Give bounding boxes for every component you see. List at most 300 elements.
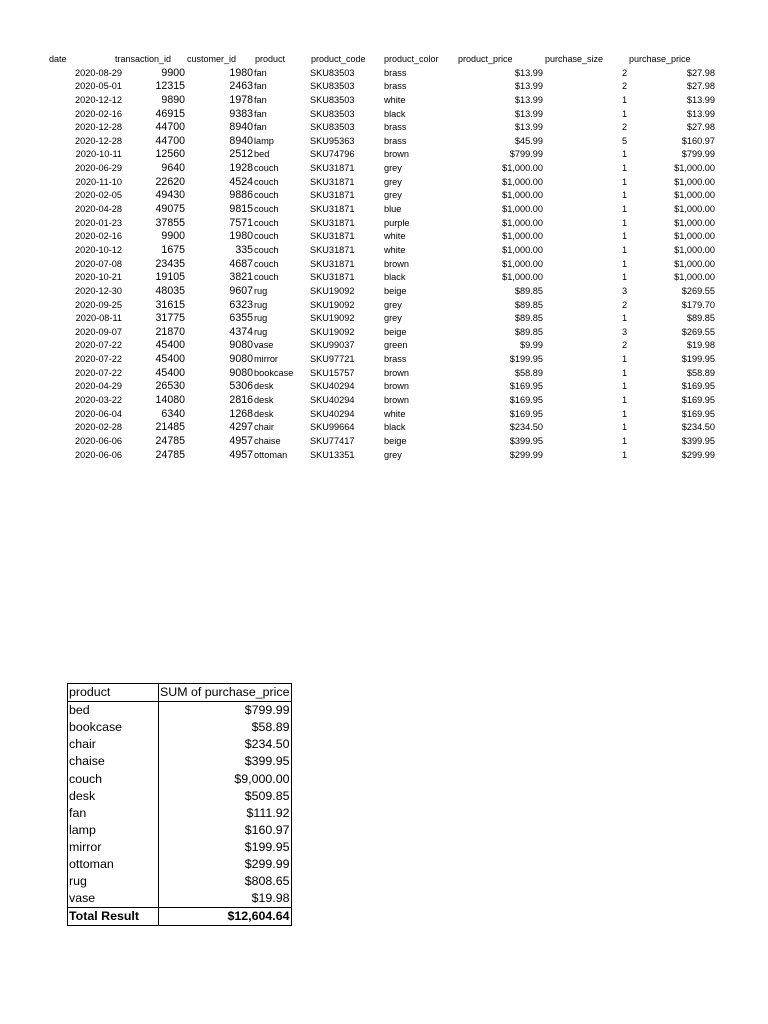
cell-product-code[interactable]: SKU40294 [310, 395, 355, 406]
cell-product-code[interactable]: SKU19092 [310, 299, 355, 310]
cell-purchase-price[interactable]: $179.70 [681, 299, 715, 310]
cell-product-color[interactable]: brown [384, 381, 410, 392]
cell-product-color[interactable]: grey [384, 299, 402, 310]
cell-product-code[interactable]: SKU19092 [310, 313, 355, 324]
cell-product[interactable]: couch [254, 176, 279, 187]
cell-purchase-price[interactable]: $19.98 [686, 340, 715, 351]
cell-product-color[interactable]: white [384, 244, 406, 255]
cell-transaction-id[interactable]: 24785 [155, 434, 185, 447]
cell-customer-id[interactable]: 9886 [229, 189, 253, 202]
cell-product-price[interactable]: $199.95 [509, 354, 543, 365]
cell-product[interactable]: desk [254, 381, 274, 392]
cell-product-code[interactable]: SKU31871 [310, 163, 355, 174]
cell-product-color[interactable]: brown [384, 395, 410, 406]
pivot-row-value[interactable]: $399.95 [159, 753, 292, 770]
cell-date[interactable]: 2020-04-28 [75, 204, 122, 215]
cell-product-code[interactable]: SKU15757 [310, 367, 355, 378]
cell-product[interactable]: chair [254, 422, 274, 433]
cell-purchase-price[interactable]: $1,000.00 [674, 244, 715, 255]
cell-customer-id[interactable]: 2463 [229, 80, 253, 93]
cell-transaction-id[interactable]: 45400 [155, 339, 185, 352]
cell-date[interactable]: 2020-12-28 [75, 122, 122, 133]
cell-product[interactable]: fan [254, 108, 267, 119]
cell-transaction-id[interactable]: 24785 [155, 448, 185, 461]
cell-date[interactable]: 2020-05-01 [75, 81, 122, 92]
column-header-transaction-id[interactable]: transaction_id [115, 54, 172, 64]
cell-purchase-size[interactable]: 1 [622, 149, 628, 160]
cell-customer-id[interactable]: 1980 [229, 230, 253, 243]
cell-purchase-size[interactable]: 1 [622, 176, 628, 187]
cell-product-code[interactable]: SKU83503 [310, 122, 355, 133]
cell-transaction-id[interactable]: 21485 [155, 421, 185, 434]
cell-customer-id[interactable]: 2512 [229, 148, 253, 161]
pivot-row-label[interactable]: bookcase [68, 719, 159, 736]
cell-date[interactable]: 2020-10-12 [75, 244, 122, 255]
cell-product-price[interactable]: $1,000.00 [502, 190, 543, 201]
cell-purchase-size[interactable]: 1 [622, 449, 628, 460]
cell-product-color[interactable]: grey [384, 176, 402, 187]
column-header-product-color[interactable]: product_color [384, 54, 439, 64]
cell-product-code[interactable]: SKU40294 [310, 381, 355, 392]
cell-product-price[interactable]: $234.50 [509, 422, 543, 433]
cell-product-code[interactable]: SKU31871 [310, 217, 355, 228]
pivot-row-label[interactable]: fan [68, 805, 159, 822]
cell-product-color[interactable]: grey [384, 190, 402, 201]
cell-purchase-price[interactable]: $169.95 [681, 395, 715, 406]
cell-purchase-size[interactable]: 1 [622, 408, 628, 419]
cell-product[interactable]: couch [254, 190, 279, 201]
cell-product[interactable]: rug [254, 313, 268, 324]
cell-product-color[interactable]: beige [384, 285, 407, 296]
cell-transaction-id[interactable]: 23435 [155, 257, 185, 270]
cell-date[interactable]: 2020-07-22 [75, 354, 122, 365]
cell-date[interactable]: 2020-01-23 [75, 217, 122, 228]
cell-customer-id[interactable]: 1928 [229, 162, 253, 175]
cell-date[interactable]: 2020-02-16 [75, 108, 122, 119]
cell-product-code[interactable]: SKU95363 [310, 135, 355, 146]
cell-product-price[interactable]: $1,000.00 [502, 258, 543, 269]
cell-product-color[interactable]: brass [384, 67, 407, 78]
pivot-row-value[interactable]: $19.98 [159, 890, 292, 908]
cell-transaction-id[interactable]: 46915 [155, 107, 185, 120]
cell-purchase-price[interactable]: $1,000.00 [674, 217, 715, 228]
column-header-product[interactable]: product [255, 54, 286, 64]
cell-transaction-id[interactable]: 6340 [161, 407, 185, 420]
cell-date[interactable]: 2020-02-28 [75, 422, 122, 433]
pivot-row-label[interactable]: ottoman [68, 856, 159, 873]
cell-purchase-price[interactable]: $169.95 [681, 381, 715, 392]
cell-product-price[interactable]: $169.95 [509, 381, 543, 392]
cell-customer-id[interactable]: 9815 [229, 203, 253, 216]
cell-transaction-id[interactable]: 9900 [161, 66, 185, 79]
cell-purchase-size[interactable]: 2 [622, 67, 628, 78]
cell-date[interactable]: 2020-07-22 [75, 340, 122, 351]
pivot-row-value[interactable]: $808.65 [159, 873, 292, 890]
cell-date[interactable]: 2020-12-12 [75, 94, 122, 105]
cell-customer-id[interactable]: 8940 [229, 121, 253, 134]
cell-purchase-size[interactable]: 1 [622, 313, 628, 324]
cell-transaction-id[interactable]: 26530 [155, 380, 185, 393]
pivot-row-value[interactable]: $160.97 [159, 822, 292, 839]
cell-product[interactable]: couch [254, 258, 279, 269]
pivot-row-label[interactable]: chair [68, 736, 159, 753]
pivot-row-value[interactable]: $58.89 [159, 719, 292, 736]
cell-purchase-size[interactable]: 3 [622, 285, 628, 296]
cell-purchase-price[interactable]: $269.55 [681, 285, 715, 296]
cell-product-code[interactable]: SKU74796 [310, 149, 355, 160]
cell-transaction-id[interactable]: 12315 [155, 80, 185, 93]
cell-purchase-price[interactable]: $1,000.00 [674, 204, 715, 215]
cell-purchase-price[interactable]: $199.95 [681, 354, 715, 365]
cell-purchase-price[interactable]: $1,000.00 [674, 190, 715, 201]
cell-product-code[interactable]: SKU40294 [310, 408, 355, 419]
cell-purchase-price[interactable]: $1,000.00 [674, 258, 715, 269]
cell-transaction-id[interactable]: 44700 [155, 134, 185, 147]
cell-product-color[interactable]: white [384, 408, 406, 419]
cell-product-code[interactable]: SKU83503 [310, 81, 355, 92]
cell-product-color[interactable]: brown [384, 367, 410, 378]
cell-date[interactable]: 2020-10-11 [75, 149, 122, 160]
cell-customer-id[interactable]: 4524 [229, 175, 253, 188]
cell-purchase-size[interactable]: 1 [622, 231, 628, 242]
cell-product[interactable]: couch [254, 204, 279, 215]
cell-purchase-price[interactable]: $13.99 [686, 108, 715, 119]
pivot-row-value[interactable]: $234.50 [159, 736, 292, 753]
cell-product-price[interactable]: $299.99 [509, 449, 543, 460]
pivot-row-value[interactable]: $111.92 [159, 805, 292, 822]
cell-purchase-price[interactable]: $234.50 [681, 422, 715, 433]
cell-product-price[interactable]: $1,000.00 [502, 176, 543, 187]
cell-product-price[interactable]: $1,000.00 [502, 244, 543, 255]
cell-date[interactable]: 2020-09-07 [75, 326, 122, 337]
cell-product-color[interactable]: brass [384, 354, 407, 365]
cell-product-code[interactable]: SKU31871 [310, 272, 355, 283]
cell-product-price[interactable]: $1,000.00 [502, 231, 543, 242]
cell-date[interactable]: 2020-08-29 [75, 67, 122, 78]
column-header-purchase-size[interactable]: purchase_size [545, 54, 604, 64]
cell-customer-id[interactable]: 7571 [229, 216, 253, 229]
cell-product-code[interactable]: SKU83503 [310, 94, 355, 105]
cell-product-color[interactable]: black [384, 272, 406, 283]
cell-product-code[interactable]: SKU31871 [310, 258, 355, 269]
cell-product-price[interactable]: $169.95 [509, 395, 543, 406]
cell-purchase-size[interactable]: 1 [622, 190, 628, 201]
cell-product-color[interactable]: black [384, 108, 406, 119]
pivot-row-label[interactable]: chaise [68, 753, 159, 770]
cell-product-color[interactable]: blue [384, 204, 402, 215]
cell-product[interactable]: fan [254, 67, 267, 78]
table-row [0, 244, 768, 258]
cell-customer-id[interactable]: 1268 [229, 407, 253, 420]
cell-purchase-size[interactable]: 1 [622, 367, 628, 378]
cell-customer-id[interactable]: 2816 [229, 394, 253, 407]
cell-product[interactable]: couch [254, 272, 279, 283]
cell-date[interactable]: 2020-08-11 [75, 313, 122, 324]
cell-product-code[interactable]: SKU31871 [310, 244, 355, 255]
cell-purchase-size[interactable]: 2 [622, 122, 628, 133]
cell-customer-id[interactable]: 6323 [229, 298, 253, 311]
cell-product-price[interactable]: $13.99 [514, 94, 543, 105]
cell-date[interactable]: 2020-02-16 [75, 231, 122, 242]
cell-customer-id[interactable]: 4297 [229, 421, 253, 434]
cell-purchase-price[interactable]: $1,000.00 [674, 176, 715, 187]
cell-product-color[interactable]: green [384, 340, 408, 351]
cell-purchase-price[interactable]: $13.99 [686, 94, 715, 105]
column-header-product-code[interactable]: product_code [311, 54, 366, 64]
cell-product[interactable]: ottoman [254, 449, 288, 460]
cell-product-price[interactable]: $1,000.00 [502, 272, 543, 283]
cell-date[interactable]: 2020-06-06 [75, 435, 122, 446]
cell-customer-id[interactable]: 4957 [229, 434, 253, 447]
cell-product[interactable]: fan [254, 94, 267, 105]
pivot-total-row-value[interactable]: $12,604.64 [159, 908, 292, 926]
cell-product-code[interactable]: SKU19092 [310, 285, 355, 296]
cell-product[interactable]: fan [254, 122, 267, 133]
pivot-total-row-label[interactable]: Total Result [68, 908, 159, 926]
cell-date[interactable]: 2020-12-30 [75, 285, 122, 296]
cell-product-price[interactable]: $13.99 [514, 122, 543, 133]
pivot-row-label[interactable]: vase [68, 890, 159, 908]
cell-transaction-id[interactable]: 31775 [155, 312, 185, 325]
pivot-row-label[interactable]: mirror [68, 839, 159, 856]
cell-product[interactable]: rug [254, 326, 268, 337]
cell-product-price[interactable]: $1,000.00 [502, 217, 543, 228]
cell-product-code[interactable]: SKU99037 [310, 340, 355, 351]
cell-purchase-size[interactable]: 1 [622, 354, 628, 365]
cell-date[interactable]: 2020-07-22 [75, 367, 122, 378]
cell-customer-id[interactable]: 1978 [229, 93, 253, 106]
cell-purchase-size[interactable]: 2 [622, 340, 628, 351]
cell-purchase-size[interactable]: 1 [622, 108, 628, 119]
cell-purchase-size[interactable]: 1 [622, 381, 628, 392]
cell-product-code[interactable]: SKU99664 [310, 422, 355, 433]
pivot-row-label[interactable]: couch [68, 770, 159, 787]
cell-product-price[interactable]: $89.85 [514, 299, 543, 310]
cell-product-code[interactable]: SKU31871 [310, 231, 355, 242]
cell-customer-id[interactable]: 8940 [229, 134, 253, 147]
cell-customer-id[interactable]: 6355 [229, 312, 253, 325]
cell-transaction-id[interactable]: 22620 [155, 175, 185, 188]
cell-product-color[interactable]: brass [384, 135, 407, 146]
cell-purchase-price[interactable]: $58.89 [686, 367, 715, 378]
cell-purchase-size[interactable]: 2 [622, 81, 628, 92]
column-header-customer-id[interactable]: customer_id [187, 54, 237, 64]
cell-customer-id[interactable]: 4687 [229, 257, 253, 270]
cell-product-code[interactable]: SKU83503 [310, 67, 355, 78]
pivot-row-label[interactable]: rug [68, 873, 159, 890]
cell-product-color[interactable]: grey [384, 163, 402, 174]
column-header-product-price[interactable]: product_price [458, 54, 513, 64]
pivot-row-value[interactable]: $509.85 [159, 788, 292, 805]
cell-customer-id[interactable]: 3821 [229, 271, 253, 284]
cell-transaction-id[interactable]: 9640 [161, 162, 185, 175]
cell-product[interactable]: fan [254, 81, 267, 92]
cell-customer-id[interactable]: 335 [235, 243, 253, 256]
cell-customer-id[interactable]: 1980 [229, 66, 253, 79]
cell-product-color[interactable]: black [384, 422, 406, 433]
cell-date[interactable]: 2020-12-28 [75, 135, 122, 146]
cell-date[interactable]: 2020-04-29 [75, 381, 122, 392]
cell-date[interactable]: 2020-03-22 [75, 395, 122, 406]
cell-product-code[interactable]: SKU31871 [310, 190, 355, 201]
cell-purchase-price[interactable]: $27.98 [686, 67, 715, 78]
cell-product[interactable]: lamp [254, 135, 274, 146]
cell-customer-id[interactable]: 5306 [229, 380, 253, 393]
cell-purchase-size[interactable]: 3 [622, 326, 628, 337]
cell-product[interactable]: chaise [254, 435, 281, 446]
cell-product-color[interactable]: white [384, 94, 406, 105]
cell-product-price[interactable]: $9.99 [520, 340, 543, 351]
cell-purchase-size[interactable]: 1 [622, 94, 628, 105]
cell-purchase-size[interactable]: 1 [622, 272, 628, 283]
cell-transaction-id[interactable]: 1675 [161, 243, 185, 256]
cell-product[interactable]: rug [254, 285, 268, 296]
pivot-row-label[interactable]: bed [68, 702, 159, 720]
cell-purchase-price[interactable]: $299.99 [681, 449, 715, 460]
cell-product-color[interactable]: grey [384, 449, 402, 460]
cell-product-price[interactable]: $1,000.00 [502, 163, 543, 174]
table-row [0, 367, 768, 381]
cell-date[interactable]: 2020-07-08 [75, 258, 122, 269]
cell-product-price[interactable]: $799.99 [509, 149, 543, 160]
column-header-purchase-price[interactable]: purchase_price [629, 54, 691, 64]
pivot-row-value[interactable]: $799.99 [159, 702, 292, 720]
cell-purchase-size[interactable]: 2 [622, 299, 628, 310]
cell-purchase-size[interactable]: 1 [622, 204, 628, 215]
cell-customer-id[interactable]: 4957 [229, 448, 253, 461]
cell-purchase-price[interactable]: $269.55 [681, 326, 715, 337]
cell-transaction-id[interactable]: 37855 [155, 216, 185, 229]
cell-purchase-price[interactable]: $27.98 [686, 81, 715, 92]
cell-customer-id[interactable]: 4374 [229, 325, 253, 338]
cell-product-code[interactable]: SKU31871 [310, 204, 355, 215]
cell-product-code[interactable]: SKU77417 [310, 435, 355, 446]
cell-purchase-size[interactable]: 1 [622, 244, 628, 255]
cell-transaction-id[interactable]: 45400 [155, 353, 185, 366]
cell-date[interactable]: 2020-02-05 [75, 190, 122, 201]
cell-purchase-size[interactable]: 1 [622, 395, 628, 406]
cell-purchase-size[interactable]: 1 [622, 435, 628, 446]
cell-purchase-price[interactable]: $399.95 [681, 435, 715, 446]
cell-product-price[interactable]: $13.99 [514, 67, 543, 78]
cell-transaction-id[interactable]: 48035 [155, 284, 185, 297]
cell-purchase-size[interactable]: 1 [622, 163, 628, 174]
cell-product-color[interactable]: brass [384, 81, 407, 92]
pivot-header-sum[interactable] [159, 684, 292, 702]
cell-product[interactable]: couch [254, 163, 279, 174]
cell-product[interactable]: vase [254, 340, 274, 351]
cell-product-code[interactable]: SKU97721 [310, 354, 355, 365]
pivot-row-label[interactable]: lamp [68, 822, 159, 839]
cell-product-color[interactable]: grey [384, 313, 402, 324]
cell-date[interactable]: 2020-06-29 [75, 163, 122, 174]
cell-customer-id[interactable]: 9080 [229, 366, 253, 379]
cell-product-color[interactable]: brass [384, 122, 407, 133]
cell-product-price[interactable]: $45.99 [514, 135, 543, 146]
pivot-row-value[interactable]: $199.95 [159, 839, 292, 856]
pivot-row-label[interactable]: desk [68, 788, 159, 805]
column-header-date[interactable]: date [49, 54, 67, 64]
cell-product-price[interactable]: $58.89 [514, 367, 543, 378]
cell-product-code[interactable]: SKU31871 [310, 176, 355, 187]
cell-product-color[interactable]: beige [384, 435, 407, 446]
cell-transaction-id[interactable]: 44700 [155, 121, 185, 134]
cell-product-price[interactable]: $1,000.00 [502, 204, 543, 215]
cell-date[interactable]: 2020-09-25 [75, 299, 122, 310]
cell-customer-id[interactable]: 9080 [229, 339, 253, 352]
cell-purchase-price[interactable]: $799.99 [681, 149, 715, 160]
pivot-row-value[interactable]: $299.99 [159, 856, 292, 873]
cell-product[interactable]: rug [254, 299, 268, 310]
cell-product-price[interactable]: $89.85 [514, 313, 543, 324]
cell-purchase-price[interactable]: $1,000.00 [674, 272, 715, 283]
pivot-row-value[interactable]: $9,000.00 [159, 770, 292, 787]
cell-purchase-price[interactable]: $27.98 [686, 122, 715, 133]
cell-transaction-id[interactable]: 49430 [155, 189, 185, 202]
cell-date[interactable]: 2020-10-21 [75, 272, 122, 283]
cell-product-price[interactable]: $89.85 [514, 285, 543, 296]
cell-transaction-id[interactable]: 9890 [161, 93, 185, 106]
cell-product-code[interactable]: SKU83503 [310, 108, 355, 119]
cell-product[interactable]: mirror [254, 354, 278, 365]
cell-product[interactable]: desk [254, 395, 274, 406]
cell-transaction-id[interactable]: 21870 [155, 325, 185, 338]
cell-product-code[interactable]: SKU13351 [310, 449, 355, 460]
cell-product[interactable]: couch [254, 231, 279, 242]
cell-product-color[interactable]: white [384, 231, 406, 242]
cell-product-price[interactable]: $13.99 [514, 81, 543, 92]
cell-product-color[interactable]: brown [384, 149, 410, 160]
cell-transaction-id[interactable]: 49075 [155, 203, 185, 216]
cell-product-code[interactable]: SKU19092 [310, 326, 355, 337]
cell-product-price[interactable]: $89.85 [514, 326, 543, 337]
cell-purchase-price[interactable]: $160.97 [681, 135, 715, 146]
cell-product-color[interactable]: brown [384, 258, 410, 269]
cell-date[interactable]: 2020-06-04 [75, 408, 122, 419]
cell-customer-id[interactable]: 9607 [229, 284, 253, 297]
cell-transaction-id[interactable]: 19105 [155, 271, 185, 284]
cell-purchase-price[interactable]: $1,000.00 [674, 231, 715, 242]
cell-transaction-id[interactable]: 9900 [161, 230, 185, 243]
cell-product[interactable]: bed [254, 149, 270, 160]
cell-purchase-size[interactable]: 1 [622, 217, 628, 228]
cell-product[interactable]: couch [254, 244, 279, 255]
cell-date[interactable]: 2020-11-10 [75, 176, 122, 187]
cell-product[interactable]: desk [254, 408, 274, 419]
cell-transaction-id[interactable]: 45400 [155, 366, 185, 379]
cell-product-price[interactable]: $13.99 [514, 108, 543, 119]
cell-product[interactable]: bookcase [254, 367, 294, 378]
cell-customer-id[interactable]: 9383 [229, 107, 253, 120]
cell-purchase-price[interactable]: $169.95 [681, 408, 715, 419]
cell-transaction-id[interactable]: 12560 [155, 148, 185, 161]
cell-product-color[interactable]: purple [384, 217, 410, 228]
pivot-header-product[interactable]: product [68, 684, 159, 702]
cell-product-price[interactable]: $169.95 [509, 408, 543, 419]
cell-transaction-id[interactable]: 31615 [155, 298, 185, 311]
cell-purchase-size[interactable]: 5 [622, 135, 628, 146]
cell-purchase-price[interactable]: $1,000.00 [674, 163, 715, 174]
cell-product-color[interactable]: beige [384, 326, 407, 337]
cell-purchase-price[interactable]: $89.85 [686, 313, 715, 324]
cell-transaction-id[interactable]: 14080 [155, 394, 185, 407]
cell-product[interactable]: couch [254, 217, 279, 228]
cell-customer-id[interactable]: 9080 [229, 353, 253, 366]
cell-purchase-size[interactable]: 1 [622, 258, 628, 269]
cell-purchase-size[interactable]: 1 [622, 422, 628, 433]
cell-date[interactable]: 2020-06-06 [75, 449, 122, 460]
cell-product-price[interactable]: $399.95 [509, 435, 543, 446]
